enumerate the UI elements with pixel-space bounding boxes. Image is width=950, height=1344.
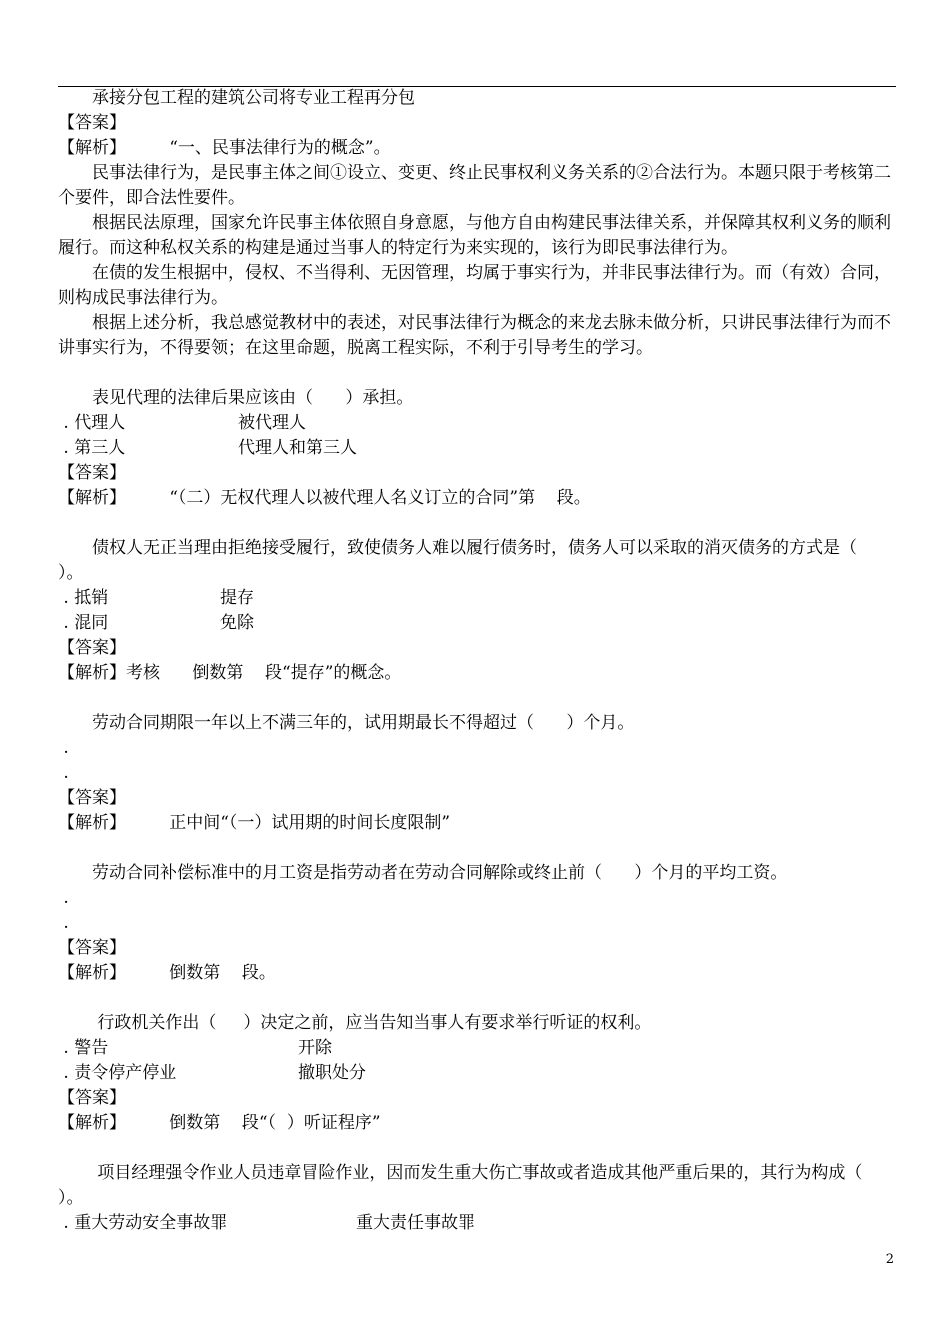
paragraph: 承接分包工程的建筑公司将专业工程再分包	[92, 88, 415, 108]
answer-options-row	[58, 1211, 896, 1236]
paragraph: 根据民法原理，国家允许民事主体依照自身意愿，与他方自由构建民事法律关系，并保障其权利义务的顺利履行。而这种私权关系的构建是通过当事人的特定行为来实现的，该行为即民事法律行为。	[58, 213, 891, 258]
paragraph: 行政机关作出（ ）决定之前，应当告知当事人有要求举行听证的权利。	[92, 1013, 652, 1033]
paragraph: 表见代理的法律后果应该由（ ）承担。	[92, 388, 414, 408]
option-left: . 警告	[58, 1038, 109, 1058]
paragraph-gap	[58, 511, 896, 536]
paragraph: 【答案】	[58, 463, 126, 483]
option-left: . 混同	[58, 613, 109, 633]
paragraph: 【答案】	[58, 938, 126, 958]
paragraph: 【解析】考核 倒数第 段“提存”的概念。	[58, 663, 402, 683]
paragraph: 在债的发生根据中，侵权、不当得利、无因管理，均属于事实行为，并非民事法律行为。而（有效）合同，则构成民事法律行为。	[58, 263, 891, 308]
option-right: 重大责任事故罪	[356, 1213, 475, 1233]
paragraph-gap	[58, 1136, 896, 1161]
paragraph: 【解析】 “一、民事法律行为的概念”。	[58, 138, 391, 158]
paragraph: 【答案】	[58, 638, 126, 658]
answer-options-row	[58, 411, 896, 436]
option-right: 开除	[298, 1038, 332, 1058]
paragraph-gap	[58, 986, 896, 1011]
answer-options-row	[58, 611, 896, 636]
document-body	[58, 86, 896, 1236]
option-right: 撤职处分	[298, 1063, 366, 1083]
paragraph: 【解析】 倒数第 段。	[58, 963, 276, 983]
paragraph: .	[58, 888, 69, 908]
paragraph: 债权人无正当理由拒绝接受履行，致使债务人难以履行债务时，债务人可以采取的消灭债务的方式是（ ）。	[58, 538, 890, 583]
paragraph: 【解析】 “（二）无权代理人以被代理人名义订立的合同”第 段。	[58, 488, 591, 508]
option-left: . 第三人	[58, 438, 126, 458]
answer-options-row	[58, 1036, 896, 1061]
option-right: 免除	[220, 613, 254, 633]
page-number: 2	[885, 1252, 894, 1267]
paragraph: .	[58, 738, 69, 758]
option-left: . 抵销	[58, 588, 109, 608]
option-right: 代理人和第三人	[238, 438, 357, 458]
option-left: . 重大劳动安全事故罪	[58, 1213, 228, 1233]
paragraph: 劳动合同期限一年以上不满三年的，试用期最长不得超过（ ）个月。	[92, 713, 635, 733]
paragraph: 【解析】 倒数第 段“（ ）听证程序”	[58, 1113, 381, 1133]
paragraph-gap	[58, 686, 896, 711]
paragraph: 根据上述分析，我总感觉教材中的表述，对民事法律行为概念的来龙去脉未做分析，只讲民事法律行为而不讲事实行为，不得要领；在这里命题，脱离工程实际，不利于引导考生的学习。	[58, 313, 891, 358]
paragraph: 【解析】 正中间“（一）试用期的时间长度限制”	[58, 813, 451, 833]
option-right: 被代理人	[238, 413, 306, 433]
option-right: 提存	[220, 588, 254, 608]
paragraph: 民事法律行为，是民事主体之间①设立、变更、终止民事权利义务关系的②合法行为。本题只限于考核第二个要件，即合法性要件。	[58, 163, 891, 208]
paragraph-gap	[58, 361, 896, 386]
answer-options-row	[58, 1061, 896, 1086]
paragraph: 【答案】	[58, 788, 126, 808]
option-left: . 责令停产停业	[58, 1063, 177, 1083]
paragraph-gap	[58, 836, 896, 861]
paragraph: .	[58, 913, 69, 933]
answer-options-row	[58, 586, 896, 611]
option-left: . 代理人	[58, 413, 126, 433]
answer-options-row	[58, 436, 896, 461]
paragraph: 【答案】	[58, 1088, 126, 1108]
paragraph: 劳动合同补偿标准中的月工资是指劳动者在劳动合同解除或终止前（ ）个月的平均工资。	[92, 863, 788, 883]
paragraph: 项目经理强令作业人员违章冒险作业，因而发生重大伤亡事故或者造成其他严重后果的，其行为构成（ ）。	[58, 1163, 895, 1208]
paragraph: .	[58, 763, 69, 783]
paragraph: 【答案】	[58, 113, 126, 133]
